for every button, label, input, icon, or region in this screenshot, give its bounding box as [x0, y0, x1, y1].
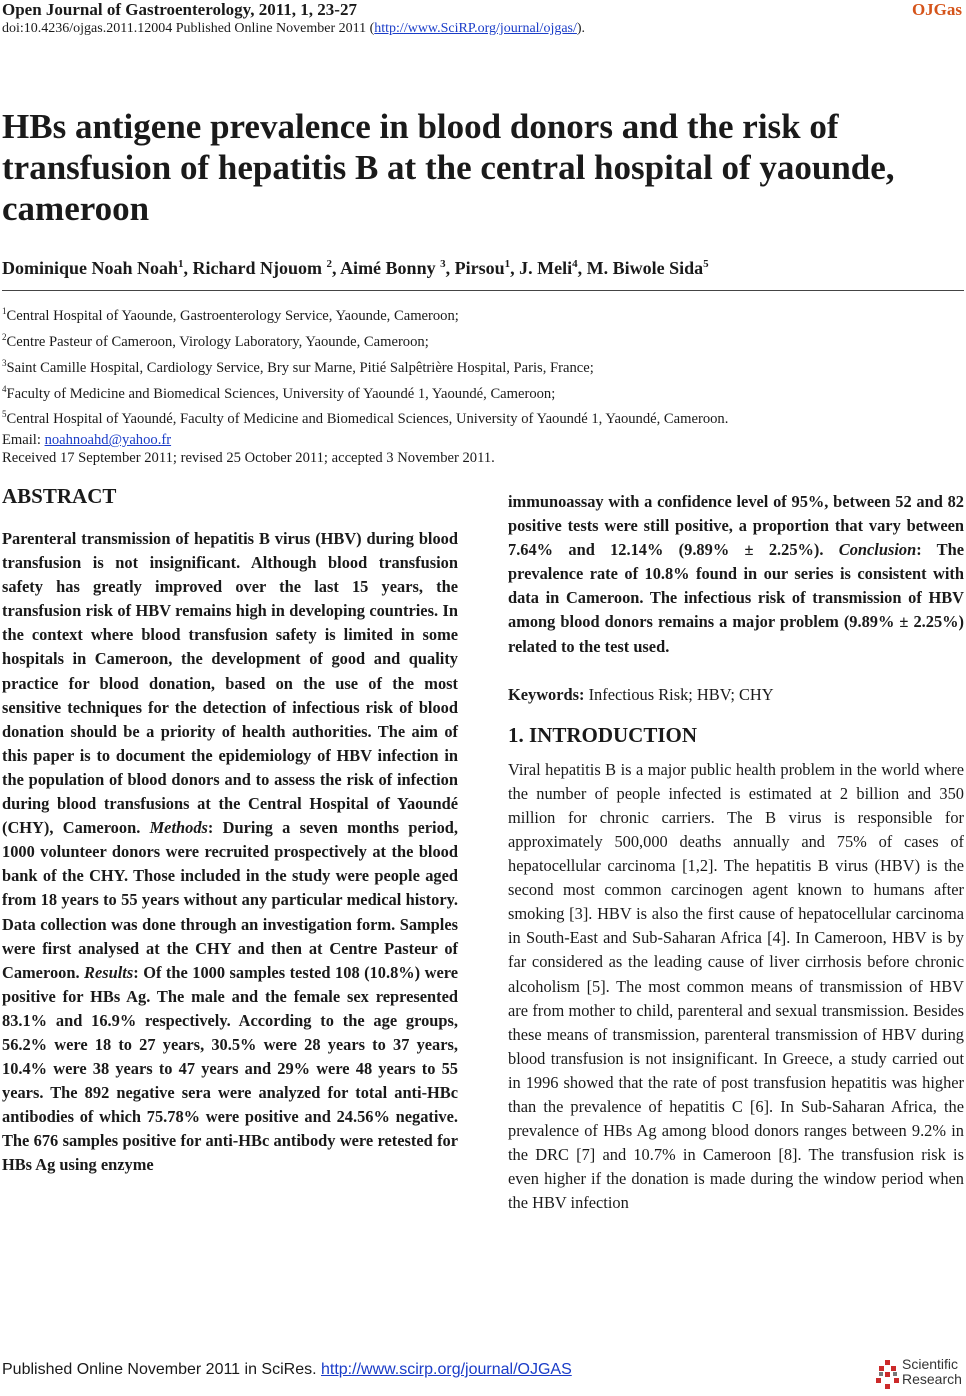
- affiliation: $^5$Central Hospital of Yaoundé, Faculty of Medicine and Biomedical Sciences, University of Yaoundé 1, Yaoundé, Cameroon.: [2, 409, 729, 428]
- affiliations: [2, 301, 728, 451]
- logo-text-line: Scientific: [902, 1356, 959, 1372]
- journal-abbrev: OJGas: [911, 0, 962, 19]
- affiliation: $^2$Centre Pasteur of Cameroon, Virology Laboratory, Yaounde, Cameroon;: [2, 331, 429, 350]
- keywords-text: Infectious Risk; HBV; CHY: [584, 684, 774, 704]
- affiliation: $^3$Saint Camille Hospital, Cardiology Service, Bry sur Marne, Pitié Salpêtrière Hospital, Paris, France;: [2, 357, 594, 376]
- introduction-heading: 1. INTRODUCTION: [508, 722, 698, 747]
- logo-text-line: Research: [902, 1371, 962, 1387]
- email-line: Email: noahnoahd@yahoo.fr: [2, 432, 172, 449]
- scientific-research-logo: [874, 1357, 966, 1394]
- author: J. Meli$^4$,: [519, 258, 587, 278]
- journal-name: Open Journal of Gastroenterology, 2011, 1, 23-27: [2, 0, 357, 19]
- author: Aimé Bonny $^3$,: [340, 258, 455, 278]
- footer-link[interactable]: http://www.scirp.org/journal/OJGAS: [320, 1361, 572, 1378]
- abstract-text-continued: immunoassay with a confidence level of 95%, between 52 and 82 positive tests were still positive, a proportion that vary between 7.64% and 12.14% (9.89% ± 2.25%). Conclusion: The prevalence rate of 10.8% found in our series is consistent with data in Cameroon. The infectious risk of transmission of HBV among blood donors remains a major problem (9.89% ± 2.25%) related to the test used.: [508, 492, 964, 656]
- right-column: [508, 490, 964, 1215]
- author: Pirsou$^1$,: [454, 258, 520, 278]
- abstract-heading: ABSTRACT: [2, 484, 117, 508]
- methods-label: Methods: [149, 818, 208, 838]
- keywords: [508, 683, 964, 707]
- doi-suffix: ).: [576, 21, 586, 36]
- author: Dominique Noah Noah$^1$,: [2, 258, 193, 278]
- abstract-text: Parenteral transmission of hepatitis B virus (HBV) during blood transfusion is not insignificant. Although blood transfusion safety has greatly improved over the last 15 years, the transfusion risk of HBV remains high in developing countries. In the context where blood transfusion safety is limited in some hospitals in Cameroon, the development of good and quality practice for blood donation, based on the use of the most sensitive techniques for the detection of infectious risk of blood donation should be a priority of health authorities. The aim of this paper is to document the epidemiology of HBV infection in the population of blood donors and to assess the risk of infection during blood transfusions at the Central Hospital of Yaoundé (CHY), Cameroon. Methods: During a seven months period, 1000 volunteer donors were recruited prospectively at the blood bank of the CHY. Those included in the study were people aged from 18 years to 55 years without any particular medical history. Data collection was done through an investigation form. Samples were first analysed at the CHY and then at Centre Pasteur of Cameroon. Results: Of the 1000 samples tested 108 (10.8%) were positive for HBs Ag. The male and the female sex represented 83.1% and 16.9% respectively. According to the age groups, 56.2% were 18 to 27 years, 30.5% were 28 years to 37 years, 10.4% were 38 years to 47 years and 29% were 48 years to 55 years. The 892 negative sera were analyzed for total anti-HBc antibodies of which 75.78% were positive and 24.56% negative. The 676 samples positive for anti-HBc antibody were retested for HBs Ag using enzyme: [2, 529, 458, 1175]
- email-link[interactable]: noahnoahd@yahoo.fr: [44, 432, 172, 449]
- header-divider: [2, 290, 964, 291]
- keywords-label: Keywords:: [508, 684, 585, 704]
- paper-title: HBs antigene prevalence in blood donors and the risk of transfusion of hepatitis B at the central hospital of yaounde, cameroon: [2, 107, 895, 228]
- journal-link[interactable]: http://www.SciRP.org/journal/ojgas/: [374, 21, 577, 36]
- footer: [2, 1361, 572, 1379]
- doi-text: doi:10.4236/ojgas.2011.12004 Published Online November 2011 (: [2, 21, 375, 36]
- conclusion-label: Conclusion: [838, 540, 917, 560]
- affiliation: $^4$Faculty of Medicine and Biomedical Sciences, University of Yaoundé 1, Yaoundé, Cameroon;: [2, 383, 556, 402]
- doi-line: [2, 21, 585, 37]
- affiliation: $^1$Central Hospital of Yaounde, Gastroenterology Service, Yaounde, Cameroon;: [2, 306, 459, 324]
- received-dates: Received 17 September 2011; revised 25 October 2011; accepted 3 November 2011.: [2, 450, 495, 466]
- left-column: [2, 484, 458, 1178]
- author: Richard Njouom $^2$,: [192, 258, 341, 278]
- introduction-text: Viral hepatitis B is a major public health problem in the world where the number of people infected is estimated at 2 billion and 350 million for chronic carriers. The B virus is responsible for approximately 500,000 deaths annually and 75% of cases of hepatocellular carcinoma [1,2]. The hepatitis B virus (HBV) is the second most common carcinogen agent known to humans after smoking [3]. HBV is also the first cause of hepatocellular carcinoma in South-East and Sub-Saharan Africa [4]. In Cameroon, HBV is by far considered as the leading cause of liver cirrhosis before chronic alcoholism [5]. The most common means of transmission of HBV are from mother to child, parenteral and sexual transmission. Besides these means of transmission, parenteral transmission of HBV during blood transfusion is not insignificant. In Greece, a study carried out in 1996 showed that the rate of post transfusion hepatitis was higher than the prevalence of hepatitis C [6]. In Sub-Saharan Africa, the prevalence of HBs Ag among blood donors ranges between 9.2% in the DRC [7] and 10.7% in Cameroon [8]. The transfusion risk is even higher if the donation is made during the window period when the HBV infection: [508, 759, 964, 1213]
- results-label: Results: [84, 962, 134, 982]
- author-list: [2, 258, 962, 279]
- footer-text: Published Online November 2011 in SciRes.: [2, 1361, 321, 1378]
- author: M. Biwole Sida$^5$: [586, 258, 709, 278]
- logo-mark-icon: [874, 1357, 902, 1391]
